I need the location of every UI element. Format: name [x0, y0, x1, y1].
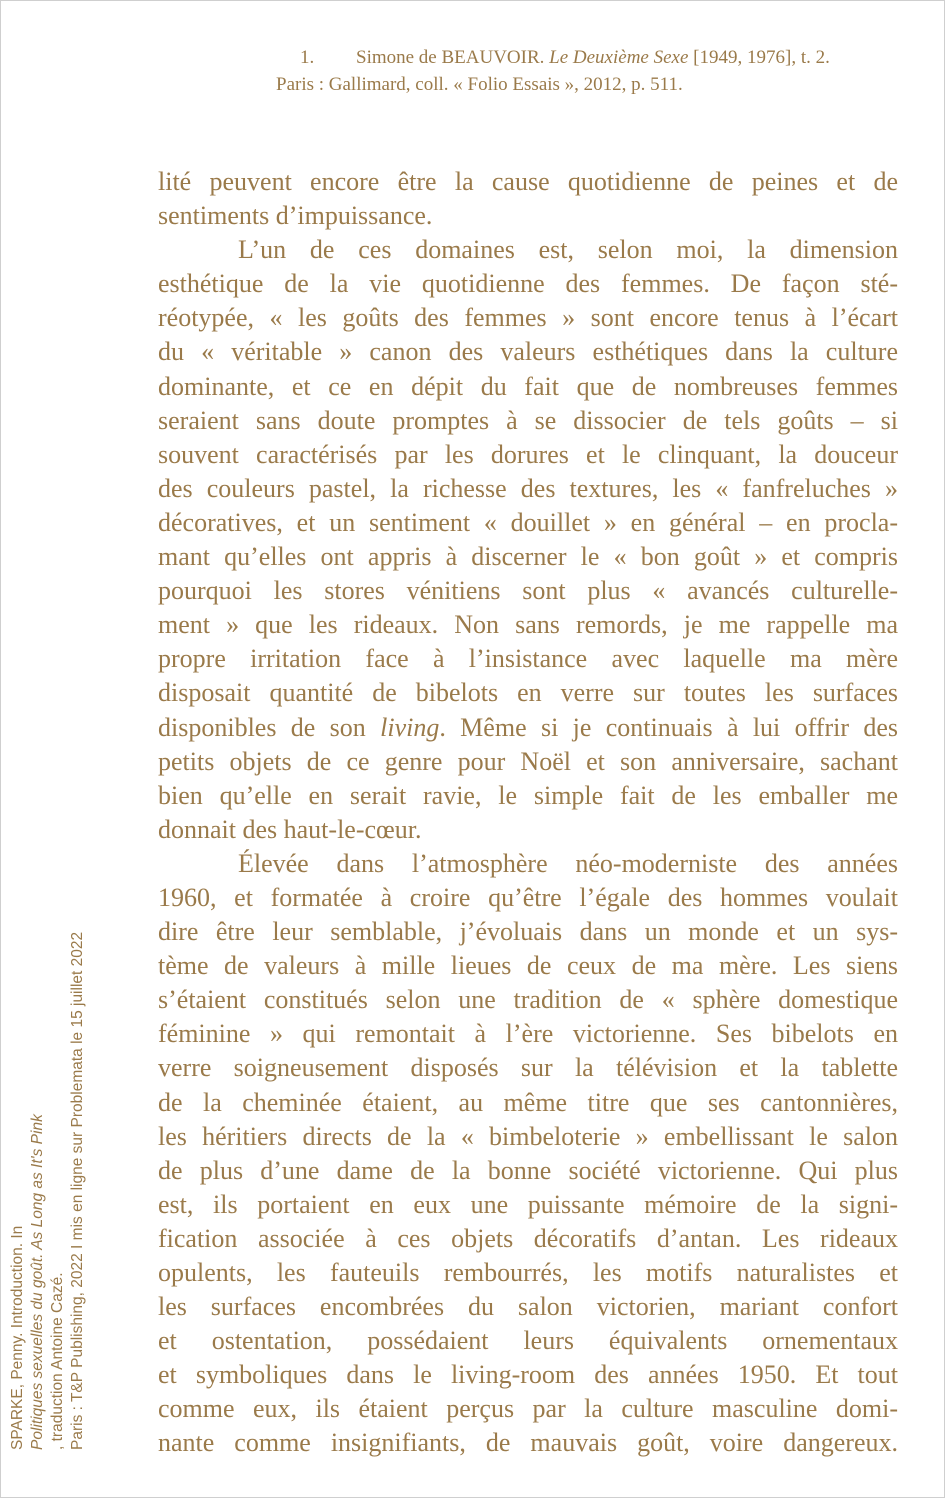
footnote-line-1	[276, 44, 916, 71]
footnote-title: Le Deuxième Sexe	[549, 47, 689, 68]
body-line: L’un de ces domaines est, selon moi, la dimension	[238, 235, 898, 265]
body-fragment: disponibles de son	[158, 712, 381, 742]
body-line: comme eux, ils étaient perçus par la culture masculine domi-	[158, 1394, 898, 1424]
body-line: propre irritation face à l’insistance avec laquelle ma mère	[158, 644, 898, 674]
footnote-line-2: Paris : Gallimard, coll. « Folio Essais », 2012, p. 511.	[276, 74, 683, 95]
body-line: est, ils portaient en eux une puissante mémoire de la signi-	[158, 1189, 898, 1219]
footnote-number: 1.	[300, 47, 315, 68]
body-line: souvent caractérisés par les dorures et le clinquant, la douceur	[158, 439, 898, 469]
citation-fragment: , traduction Antoine Cazé.	[49, 1272, 66, 1450]
body-line: dominante, et ce en dépit du fait que de nombreuses femmes	[158, 371, 898, 401]
body-line: Élevée dans l’atmosphère néo-moderniste des années	[238, 848, 898, 878]
citation-line-1	[8, 650, 68, 1450]
body-line: verre soigneusement disposés sur la télévision et la tablette	[158, 1053, 898, 1083]
body-line: s’étaient constitués selon une tradition de « sphère domestique	[158, 985, 898, 1015]
footnote	[276, 44, 916, 98]
body-line: petits objets de ce genre pour Noël et son anniversaire, sachant	[158, 746, 898, 776]
body-line: de plus d’une dame de la bonne société victorienne. Qui plus	[158, 1155, 898, 1185]
citation-line-2: Paris : T&P Publishing, 2022 I mis en ligne sur Problemata le 15 juillet 2022	[69, 931, 86, 1450]
body-line: sentiments d’impuissance.	[158, 201, 433, 231]
footnote-after-title: [1949, 1976], t. 2.	[693, 47, 830, 68]
footnote-author: Simone de BEAUVOIR.	[356, 47, 545, 68]
body-line	[158, 711, 898, 745]
body-line: donnait des haut-le-cœur.	[158, 814, 422, 844]
body-line: réotypée, « les goûts des femmes » sont encore tenus à l’écart	[158, 303, 898, 333]
body-line: 1960, et formatée à croire qu’être l’égale des hommes voulait	[158, 882, 898, 912]
body-line: de la cheminée étaient, au même titre que ses cantonnières,	[158, 1087, 898, 1117]
body-line: les surfaces encombrées du salon victorien, mariant confort	[158, 1292, 898, 1322]
body-text	[158, 165, 898, 1461]
body-line: des couleurs pastel, la richesse des textures, les « fanfreluches »	[158, 473, 898, 503]
body-line: tème de valeurs à mille lieues de ceux de ma mère. Les siens	[158, 951, 898, 981]
body-line: pourquoi les stores vénitiens sont plus « avancés culturelle-	[158, 576, 898, 606]
body-line: esthétique de la vie quotidienne des femmes. De façon sté-	[158, 269, 898, 299]
body-line: opulents, les fauteuils rembourrés, les motifs naturalistes et	[158, 1258, 898, 1287]
body-line: dire être leur semblable, j’évoluais dans un monde et un sys-	[158, 917, 898, 947]
body-line: du « véritable » canon des valeurs esthétiques dans la culture	[158, 337, 898, 367]
body-line: les héritiers directs de la « bimbeloterie » embellissant le salon	[158, 1121, 898, 1151]
body-italic-living: living	[380, 712, 440, 742]
citation-sidebar	[8, 650, 88, 1450]
body-line: lité peuvent encore être la cause quotidienne de peines et de	[158, 167, 898, 196]
body-line: féminine » qui remontait à l’ère victorienne. Ses bibelots en	[158, 1019, 898, 1049]
body-fragment: . Même si je continuais à lui offrir des	[439, 712, 898, 742]
body-line: ment » que les rideaux. Non sans remords, je me rappelle ma	[158, 610, 898, 640]
body-line: disposait quantité de bibelots en verre sur toutes les surfaces	[158, 678, 898, 708]
citation-fragment: SPARKE, Penny. Introduction. In	[9, 1225, 26, 1450]
body-line: et ostentation, possédaient leurs équivalents ornementaux	[158, 1326, 898, 1356]
body-line: seraient sans doute promptes à se dissocier de tels goûts – si	[158, 405, 898, 435]
body-line: mant qu’elles ont appris à discerner le « bon goût » et compris	[158, 542, 898, 572]
body-line: bien qu’elle en serait ravie, le simple fait de les emballer me	[158, 780, 898, 810]
body-line: fication associée à ces objets décoratifs d’antan. Les rideaux	[158, 1223, 898, 1253]
citation-book-title: Politiques sexuelles du goût. As Long as It's Pink	[29, 1114, 46, 1450]
body-line: et symboliques dans le living-room des années 1950. Et tout	[158, 1360, 898, 1390]
body-line: nante comme insignifiants, de mauvais goût, voire dangereux.	[158, 1428, 898, 1458]
body-line: décoratives, et un sentiment « douillet » en général – en procla-	[158, 507, 898, 537]
